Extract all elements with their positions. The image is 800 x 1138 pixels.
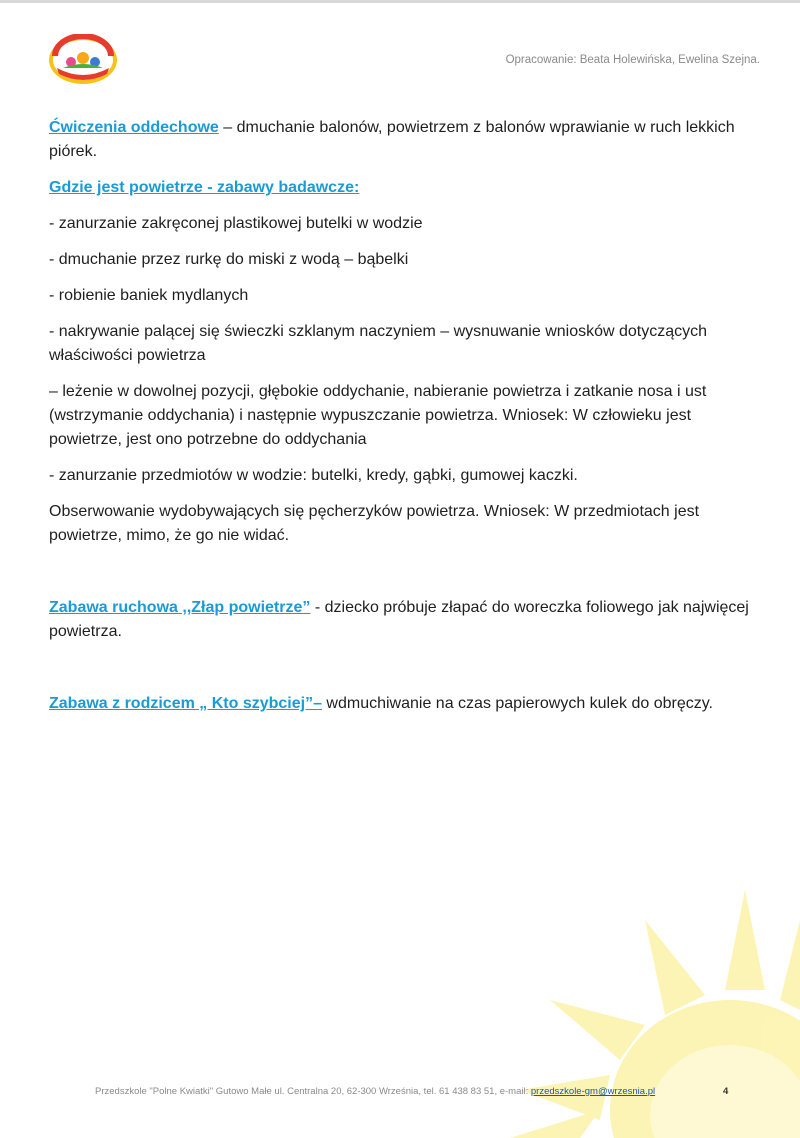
observation-paragraph: Obserwowanie wydobywających się pęcherzyków powietrza. Wniosek: W przedmiotach jest powietrze, mimo, że go nie widać.	[49, 503, 700, 544]
footer-address-text: Przedszkole "Polne Kwiatki" Gutowo Małe ul. Centralna 20, 62-300 Września, tel. 61 438 83 51, e-mail:	[95, 1086, 531, 1097]
list-item: - nakrywanie palącej się świeczki szklanym naczyniem – wysnuwanie wniosków dotyczących właściwości powietrza	[49, 323, 708, 364]
parent-game-text: wdmuchiwanie na czas papierowych kulek do obręczy.	[321, 695, 713, 712]
list-item: - robienie baniek mydlanych	[49, 287, 249, 304]
movement-game-title[interactable]: Zabawa ruchowa ,,Złap powietrze”	[49, 599, 311, 616]
main-content	[49, 116, 764, 716]
kindergarten-logo	[47, 34, 119, 86]
breathing-exercises-title[interactable]: Ćwiczenia oddechowe	[49, 119, 219, 136]
air-research-title[interactable]: Gdzie jest powietrze - zabawy badawcze:	[49, 179, 360, 196]
list-item: - zanurzanie przedmiotów w wodzie: butelki, kredy, gąbki, gumowej kaczki.	[49, 467, 578, 484]
list-item: – leżenie w dowolnej pozycji, głębokie oddychanie, nabieranie powietrza i zatkanie nosa i ust (wstrzymanie oddychania) i następnie wypuszczanie powietrza. Wniosek: W człowieku jest powietrze, jest ono potrzebne do oddychania	[49, 383, 707, 448]
footer-email-link[interactable]: przedszkole-gm@wrzesnia.pl	[530, 1086, 656, 1097]
breathing-exercises-text: – dmuchanie balonów, powietrzem z balonów wprawianie w ruch lekkich piórek.	[49, 119, 735, 160]
parent-game-title[interactable]: Zabawa z rodzicem „ Kto szybciej”–	[49, 695, 322, 712]
list-item: - zanurzanie zakręconej plastikowej butelki w wodzie	[49, 215, 423, 232]
header-authors: Opracowanie: Beata Holewińska, Ewelina Szejna.	[505, 54, 760, 66]
parent-game	[49, 692, 764, 716]
air-research-heading	[49, 176, 764, 200]
page-number: 4	[723, 1086, 729, 1097]
top-divider	[0, 0, 800, 3]
movement-game-text: - dziecko próbuje złapać do woreczka foliowego jak najwięcej powietrza.	[49, 599, 749, 640]
movement-game	[49, 596, 764, 644]
list-item: - dmuchanie przez rurkę do miski z wodą – bąbelki	[49, 251, 409, 268]
breathing-exercises	[49, 116, 764, 164]
footer-address	[95, 1086, 655, 1097]
